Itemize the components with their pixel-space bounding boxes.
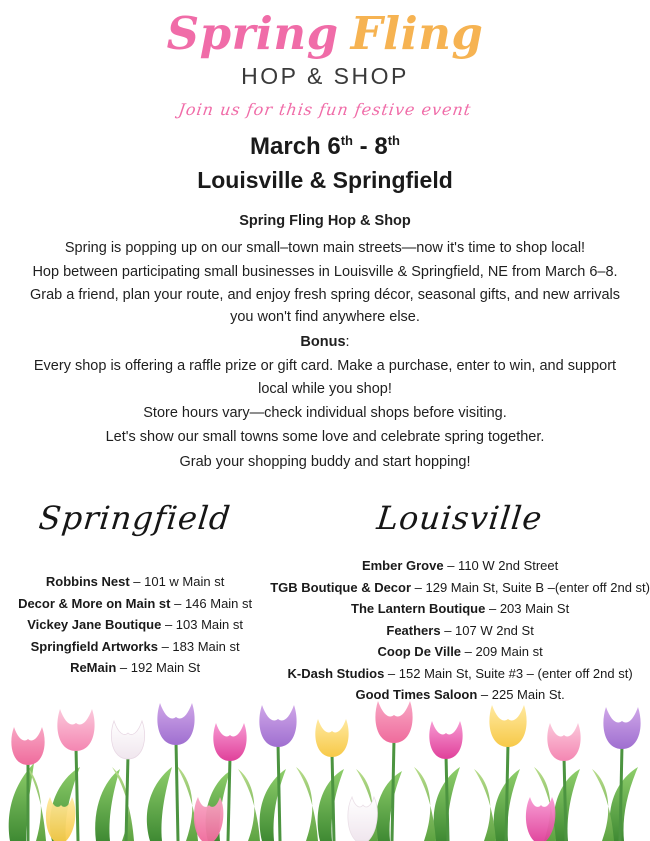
event-cities: Louisville & Springfield: [197, 167, 453, 194]
list-item: [0, 593, 270, 614]
town-column-springfield: [0, 499, 270, 705]
list-item: [0, 636, 270, 657]
page-subtitle: HOP & SHOP: [241, 63, 409, 90]
shop-address: – 209 Main st: [461, 644, 543, 660]
shop-address: – 192 Main St: [116, 660, 201, 676]
shop-address: – 183 Main st: [157, 638, 240, 654]
shop-name: Robbins Nest: [45, 574, 130, 590]
shop-name: Springfield Artworks: [30, 638, 158, 654]
shop-address: – 129 Main St, Suite B –(enter off 2nd st): [411, 579, 650, 595]
list-item: [270, 620, 650, 641]
date-sup-1: th: [340, 133, 353, 149]
shop-address: – 101 w Main st: [129, 574, 225, 590]
town-column-louisville: [270, 499, 650, 705]
list-item: [0, 571, 270, 592]
town-columns: [0, 499, 650, 705]
shop-address: – 107 W 2nd St: [440, 622, 534, 638]
shop-name: Ember Grove: [361, 558, 444, 574]
shop-name: Good Times Saloon: [355, 687, 478, 703]
date-prefix: March 6: [250, 133, 341, 161]
shop-address: – 152 Main St, Suite #3 – (enter off 2nd st): [384, 665, 633, 681]
shop-name: Feathers: [386, 622, 441, 638]
title-block: [0, 0, 650, 194]
shop-address: – 110 W 2nd Street: [443, 558, 559, 574]
shop-name: Vickey Jane Boutique: [27, 617, 162, 633]
list-item: [0, 614, 270, 635]
shop-address: – 203 Main St: [485, 601, 570, 617]
body-heading: Spring Fling Hop & Shop: [239, 213, 411, 230]
bonus-text: Every shop is offering a raffle prize or gift card. Make a purchase, enter to win, and support local while you shop!: [33, 358, 617, 397]
shop-name: The Lantern Boutique: [351, 601, 486, 617]
shop-list-springfield: [0, 571, 270, 678]
shop-name: ReMain: [70, 660, 117, 676]
shop-address: – 225 Main St.: [477, 687, 565, 703]
bonus-line: Bonus:: [300, 333, 350, 350]
shop-name: Decor & More on Main st: [18, 595, 171, 611]
list-item: [270, 641, 650, 662]
shop-name: TGB Boutique & Decor: [270, 579, 412, 595]
body-paragraph-1: Spring is popping up on our small–town main streets—now it's time to shop local!: [64, 239, 586, 256]
page-title: [0, 7, 650, 60]
closing-line-1: Store hours vary—check individual shops before visiting.: [143, 405, 507, 421]
shop-address: – 103 Main st: [161, 617, 243, 633]
title-word-fling: Fling: [350, 7, 484, 60]
script-tagline: Join us for this fun festive event: [177, 100, 473, 120]
date-mid: - 8: [353, 133, 388, 161]
town-heading-louisville: Louisville: [375, 499, 545, 538]
list-item: [270, 598, 650, 619]
town-heading-springfield: Springfield: [37, 499, 233, 538]
list-item: [0, 657, 270, 678]
event-date: [0, 133, 650, 161]
list-item: [270, 555, 650, 576]
closing-line-2: Let's show our small towns some love and celebrate spring together.: [105, 429, 545, 446]
shop-name: K-Dash Studios: [287, 665, 385, 681]
bonus-label: Bonus: [300, 333, 346, 350]
title-word-spring: Spring: [166, 7, 339, 60]
shop-name: Coop De Ville: [377, 644, 462, 660]
body-copy: [25, 210, 625, 473]
closing-line-3: Grab your shopping buddy and start hopping!: [179, 453, 471, 470]
tulip-border-decoration: [0, 681, 650, 841]
date-sup-2: th: [387, 133, 400, 149]
shop-address: – 146 Main st: [170, 595, 253, 611]
body-paragraph-2: Hop between participating small businesses in Louisville & Springfield, NE from March 6–8. Grab a friend, plan your route, and enjoy fresh spring décor, seasonal gifts, and new arrivals you won't find anywhere else.: [30, 264, 620, 326]
list-item: [270, 577, 650, 598]
